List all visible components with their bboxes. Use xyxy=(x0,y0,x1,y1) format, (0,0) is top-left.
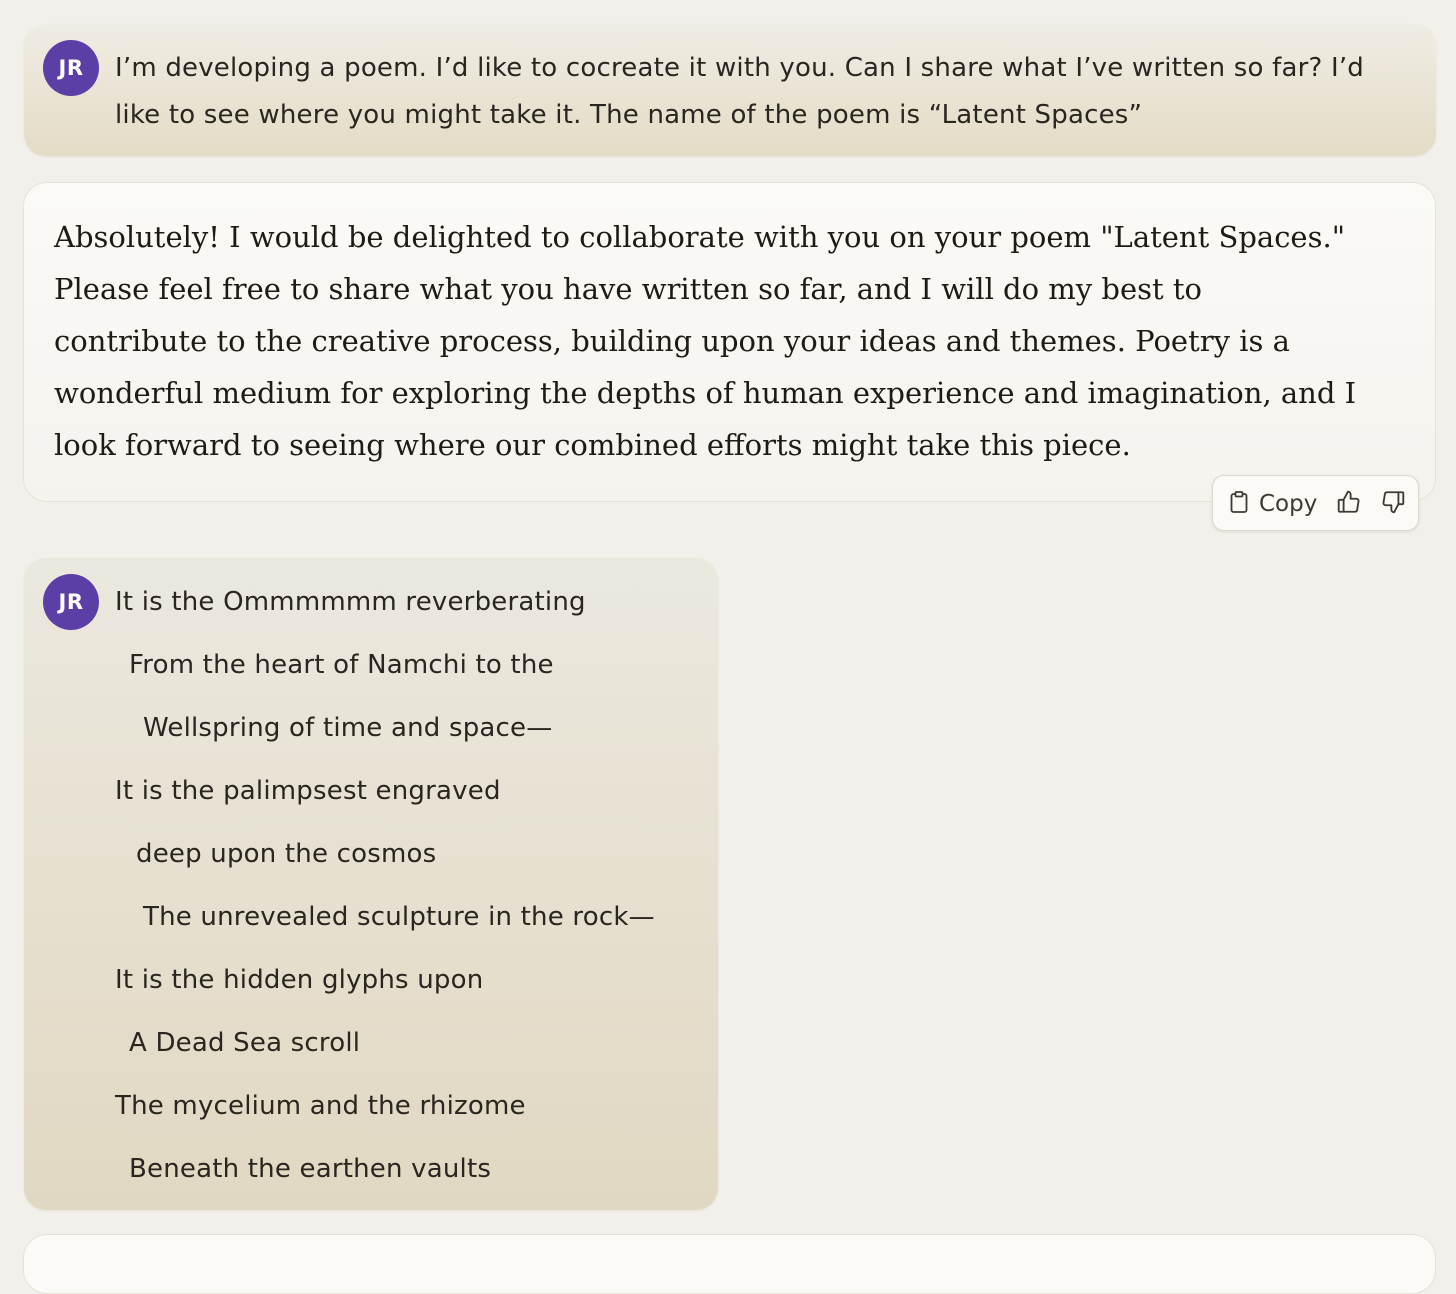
user-avatar[interactable]: JR xyxy=(43,40,99,96)
poem-line: The unrevealed sculpture in the rock— xyxy=(143,902,655,932)
thumbs-up-button[interactable] xyxy=(1335,490,1363,518)
assistant-message xyxy=(23,1234,1436,1294)
poem-line: A Dead Sea scroll xyxy=(129,1028,361,1058)
user-avatar[interactable]: JR xyxy=(43,574,99,630)
copy-button[interactable] xyxy=(1229,488,1317,520)
thumbs-up-icon xyxy=(1336,489,1362,519)
thumbs-down-icon xyxy=(1380,489,1406,519)
assistant-message xyxy=(23,182,1436,502)
poem-line: From the heart of Namchi to the xyxy=(129,650,554,680)
user-message-text: I’m developing a poem. I’d like to cocreate it with you. Can I share what I’ve written so far? I’d like to see where you might take it. The name of the poem is “Latent Spaces” xyxy=(115,53,1365,130)
poem-line: Wellspring of time and space— xyxy=(143,713,553,743)
assistant-message-text: Absolutely! I would be delighted to collaborate with you on your poem "Latent Spaces." Please feel free to share what you have written so far, and I will do my best to contribute to the creative process, building upon your ideas and themes. Poetry is a wonderful medium for exploring the depths of human experience and imagination, and I look forward to seeing where our combined efforts might take this piece. xyxy=(54,220,1357,462)
copy-button-label: Copy xyxy=(1259,491,1318,517)
clipboard-icon xyxy=(1229,490,1249,518)
poem-line: The mycelium and the rhizome xyxy=(115,1091,526,1121)
poem-line: It is the Ommmmmm reverberating xyxy=(115,587,586,617)
user-message xyxy=(24,24,1436,156)
poem-line: Beneath the earthen vaults xyxy=(129,1154,492,1184)
user-message xyxy=(24,558,718,1210)
poem-line: deep upon the cosmos xyxy=(136,839,437,869)
message-action-bar xyxy=(1212,475,1419,531)
thumbs-down-button[interactable] xyxy=(1379,490,1407,518)
poem-line: It is the palimpsest engraved xyxy=(115,776,501,806)
poem-line: It is the hidden glyphs upon xyxy=(115,965,484,995)
